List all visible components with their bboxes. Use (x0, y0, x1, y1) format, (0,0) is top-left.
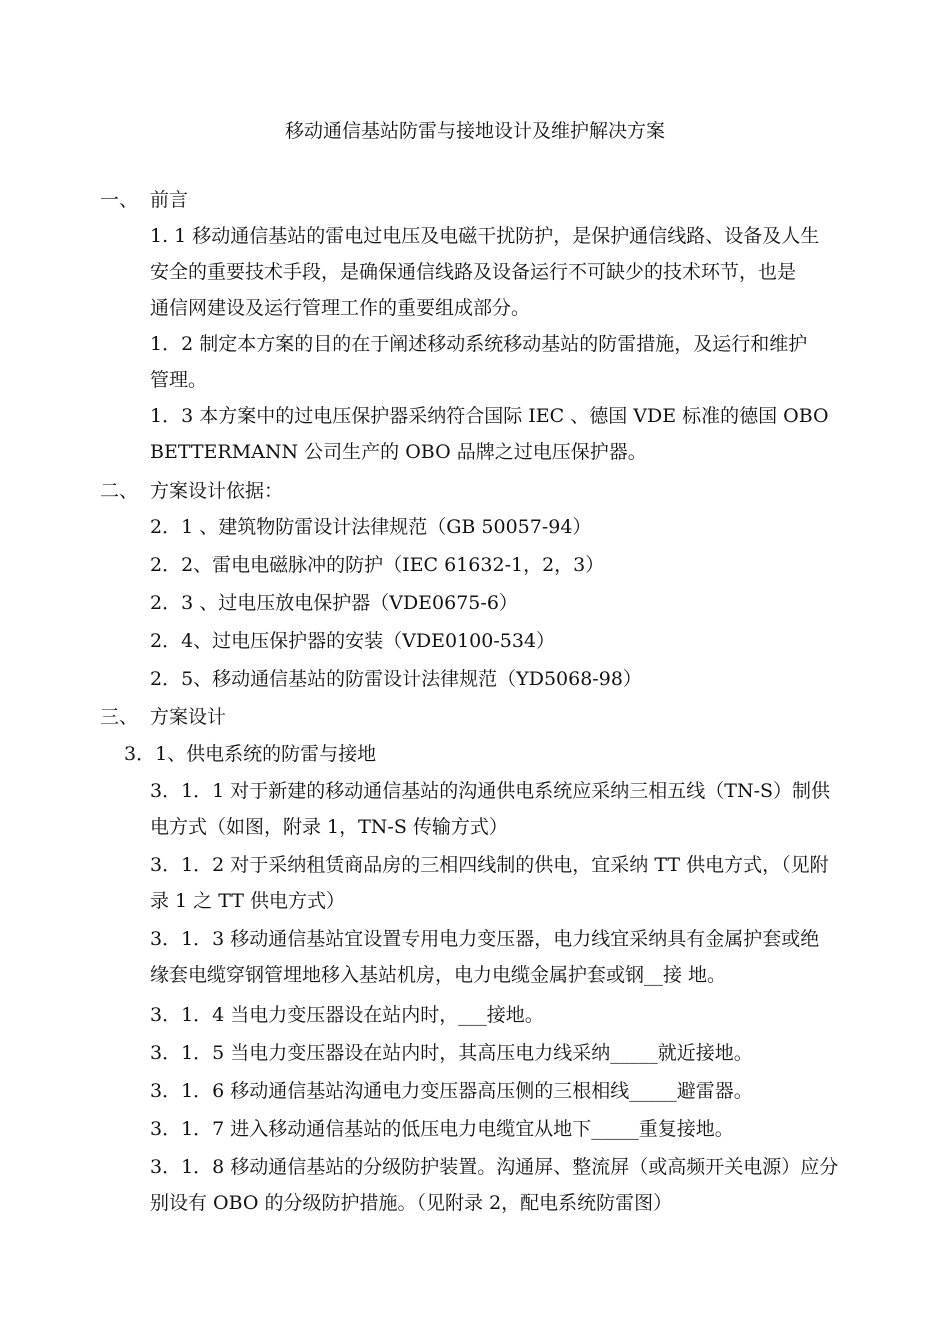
paragraph-line: 通信网建设及运行管理工作的重要组成部分。 (150, 297, 531, 319)
reference-item: 2．4、过电压保护器的安装（VDE0100-534） (150, 630, 556, 652)
paragraph-line: 3．1．2 对于采纳租赁商品房的三相四线制的供电，宜采纳 TT 供电方式，（见附 (150, 854, 829, 876)
paragraph-line: 3．1．8 移动通信基站的分级防护装置。沟通屏、整流屏（或高频开关电源）应分 (150, 1156, 839, 1178)
paragraph-line: 3．1．1 对于新建的移动通信基站的沟通供电系统应采纳三相五线（TN-S）制供 (150, 780, 831, 802)
paragraph-line: 3．1．6 移动通信基站沟通电力变压器高压侧的三根相线_____避雷器。 (150, 1080, 753, 1102)
paragraph-line: 缘套电缆穿钢管埋地移入基站机房，电力电缆金属护套或钢__接 地。 (150, 964, 727, 986)
paragraph-line: 安全的重要技术手段，是确保通信线路及设备运行不可缺少的技术环节，也是 (150, 261, 797, 283)
reference-item: 2．3 、过电压放电保护器（VDE0675-6） (150, 592, 518, 614)
reference-item: 2．5、移动通信基站的防雷设计法律规范（YD5068-98） (150, 668, 642, 690)
section-2-number: 二、 (100, 480, 139, 502)
paragraph-line: 别设有 OBO 的分级防护措施。（见附录 2，配电系统防雷图） (150, 1192, 673, 1214)
paragraph-line: 3．1．3 移动通信基站宜设置专用电力变压器，电力线宜采纳具有金属护套或绝 (150, 928, 820, 950)
section-1-number: 一、 (100, 189, 139, 211)
section-1-title: 前言 (150, 189, 189, 211)
paragraph-line: 1．2 制定本方案的目的在于阐述移动系统移动基站的防雷措施，及运行和维护 (150, 333, 808, 355)
section-3-title: 方案设计 (150, 706, 227, 728)
section-2-title: 方案设计依据： (150, 480, 284, 502)
paragraph-line: 电方式（如图，附录 1，TN-S 传输方式） (150, 816, 508, 838)
subsection-title: 3．1、供电系统的防雷与接地 (124, 743, 377, 765)
paragraph-line: BETTERMANN 公司生产的 OBO 品牌之过电压保护器。 (150, 441, 647, 463)
paragraph-line: 3．1．4 当电力变压器设在站内时，___接地。 (150, 1004, 544, 1026)
reference-item: 2．1 、建筑物防雷设计法律规范（GB 50057-94） (150, 516, 592, 538)
paragraph-line: 管理。 (150, 369, 208, 391)
paragraph-line: 1．3 本方案中的过电压保护器采纳符合国际 IEC 、德国 VDE 标准的德国 OBO (150, 405, 829, 427)
paragraph-line: 3．1．5 当电力变压器设在站内时，其高压电力线采纳_____就近接地。 (150, 1042, 753, 1064)
reference-item: 2．2、雷电电磁脉冲的防护（IEC 61632-1，2，3） (150, 554, 605, 576)
paragraph-line: 1. 1 移动通信基站的雷电过电压及电磁干扰防护，是保护通信线路、设备及人生 (150, 225, 820, 247)
document-title: 移动通信基站防雷与接地设计及维护解决方案 (284, 120, 665, 142)
section-3-number: 三、 (100, 706, 139, 728)
paragraph-line: 3．1．7 进入移动通信基站的低压电力电缆宜从地下_____重复接地。 (150, 1118, 734, 1140)
paragraph-line: 录 1 之 TT 供电方式） (150, 890, 345, 912)
